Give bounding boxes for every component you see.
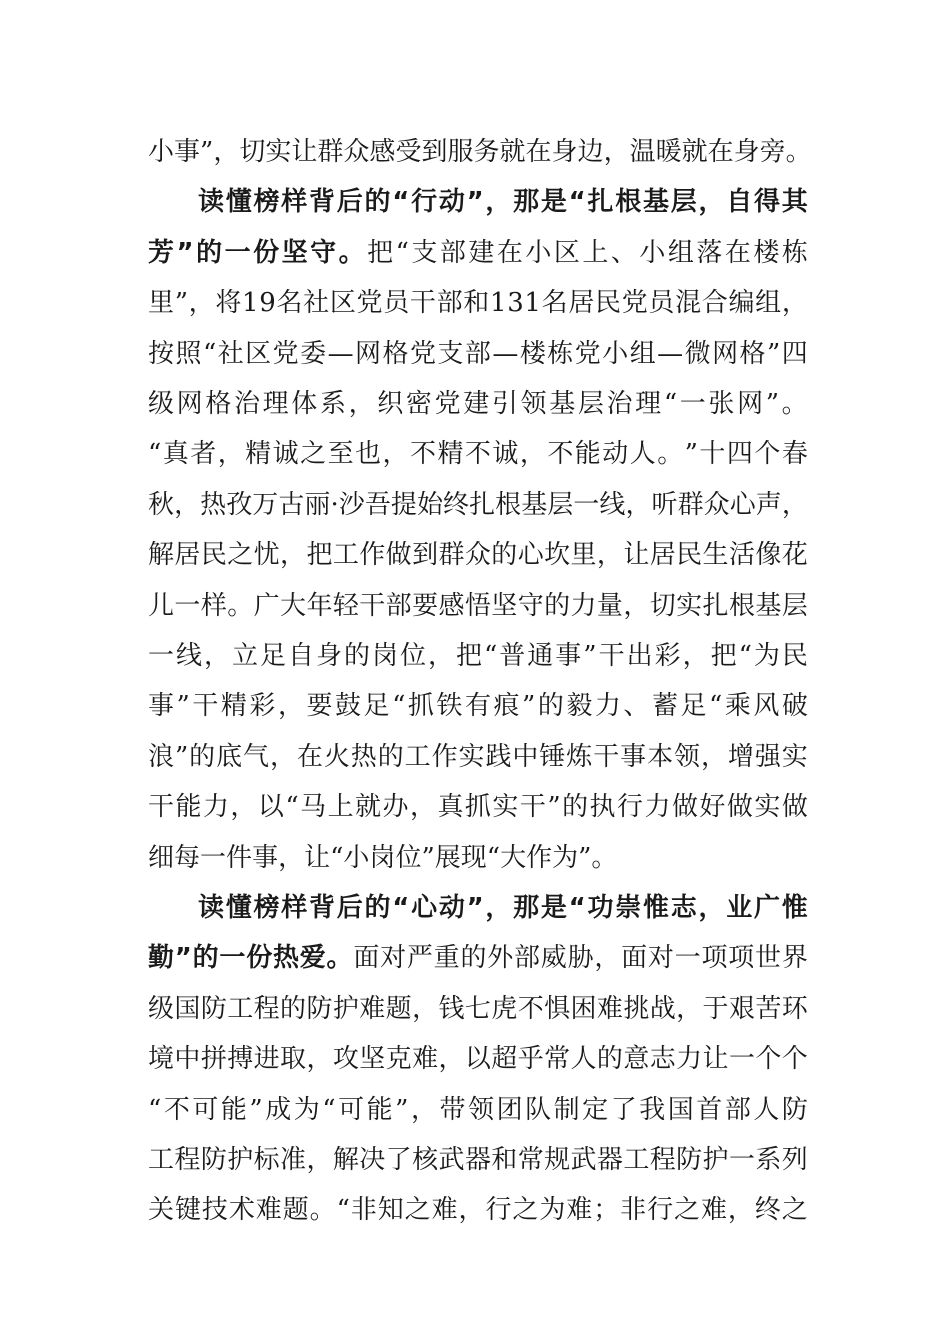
- text-line: 芳 ” 的 一 份 坚 守 。 把 “ 支 部 建 在 小 区 上 、 小 组 落 在 楼 栋: [148, 228, 808, 278]
- text-line: 读 懂 榜 样 背 后 的 “ 行 动 ” ， 那 是 “ 扎 根 基 层 ， 自 得 其: [198, 177, 808, 227]
- text-line: 秋 ， 热 孜 万 古 丽 · 沙 吾 提 始 终 扎 根 基 层 一 线 ， 听 群 众 心 声 ，: [148, 480, 808, 530]
- text-line: 一 线 ， 立 足 自 身 的 岗 位 ， 把 “ 普 通 事 ” 干 出 彩 ， 把 “ 为 民: [148, 631, 808, 681]
- text-line: 境 中 拼 搏 进 取 ， 攻 坚 克 难 ， 以 超 乎 常 人 的 意 志 力 让 一 个 个: [148, 1034, 808, 1084]
- text-line: “ 真 者 ， 精 诚 之 至 也 ， 不 精 不 诚 ， 不 能 动 人 。 ” 十 四 个 春: [148, 429, 808, 479]
- text-line: 干 能 力 ， 以 “ 马 上 就 办 ， 真 抓 实 干 ” 的 执 行 力 做 好 做 实 做: [148, 782, 808, 832]
- text-line: 读 懂 榜 样 背 后 的 “ 心 动 ” ， 那 是 “ 功 崇 惟 志 ， 业 广 惟: [198, 883, 808, 933]
- text-line: 工 程 防 护 标 准 ， 解 决 了 核 武 器 和 常 规 武 器 工 程 防 护 一 系 列: [148, 1135, 808, 1185]
- text-line: 儿 一 样 。 广 大 年 轻 干 部 要 感 悟 坚 守 的 力 量 ， 切 实 扎 根 基 层: [148, 581, 808, 631]
- text-line: “ 不 可 能 ” 成 为 “ 可 能 ” ， 带 领 团 队 制 定 了 我 国 首 部 人 防: [148, 1085, 808, 1135]
- text-line: 解 居 民 之 忧 ， 把 工 作 做 到 群 众 的 心 坎 里 ， 让 居 民 生 活 像 花: [148, 530, 808, 580]
- text-line: 事 ” 干 精 彩 ， 要 鼓 足 “ 抓 铁 有 痕 ” 的 毅 力 、 蓄 足 “ 乘 风 破: [148, 681, 808, 731]
- text-line: 细 每 一 件 事 ， 让 “ 小 岗 位 ” 展 现 “ 大 作 为 ” 。: [148, 833, 808, 883]
- text-line: 按 照 “ 社 区 党 委 — 网 格 党 支 部 — 楼 栋 党 小 组 — 微 网 格 ” 四: [148, 329, 808, 379]
- text-line: 里 ” ， 将 1 9 名 社 区 党 员 干 部 和 1 3 1 名 居 民 党 员 混 合 编 组 ，: [148, 278, 808, 328]
- text-line: 小 事 ” ， 切 实 让 群 众 感 受 到 服 务 就 在 身 边 ， 温 暖 就 在 身 旁 。: [148, 127, 808, 177]
- text-line: 浪 ” 的 底 气 ， 在 火 热 的 工 作 实 践 中 锤 炼 干 事 本 领 ， 增 强 实: [148, 732, 808, 782]
- text-line: 级 网 格 治 理 体 系 ， 织 密 党 建 引 领 基 层 治 理 “ 一 张 网 ” 。: [148, 379, 808, 429]
- text-line: 勤 ” 的 一 份 热 爱 。 面 对 严 重 的 外 部 威 胁 ， 面 对 一 项 项 世 界: [148, 933, 808, 983]
- text-line: 关 键 技 术 难 题 。 “ 非 知 之 难 ， 行 之 为 难 ； 非 行 之 难 ， 终 之: [148, 1185, 808, 1235]
- text-line: 级 国 防 工 程 的 防 护 难 题 ， 钱 七 虎 不 惧 困 难 挑 战 ， 于 艰 苦 环: [148, 984, 808, 1034]
